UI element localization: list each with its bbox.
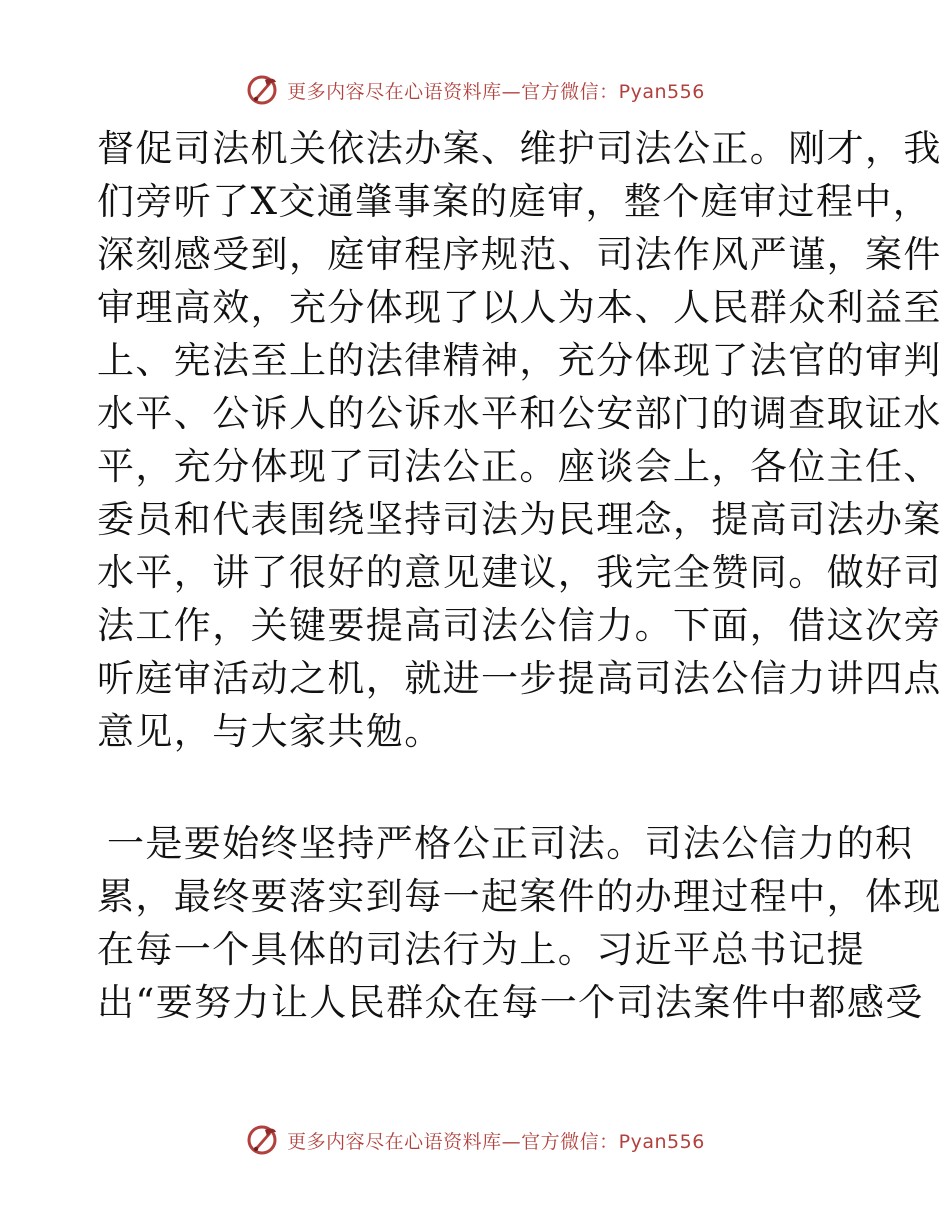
text-line: 们旁听了X交通肇事案的庭审，整个庭审过程中， bbox=[97, 180, 932, 223]
text-line: 平，充分体现了司法公正。座谈会上，各位主任、 bbox=[97, 445, 942, 488]
quill-logo-icon bbox=[245, 73, 279, 107]
text-line: 意见，与大家共勉。 bbox=[97, 710, 443, 753]
text-line: 水平、公诉人的公诉水平和公安部门的调查取证水 bbox=[97, 392, 942, 435]
text-line: 一是要始终坚持严格公正司法。司法公信力的积 bbox=[107, 822, 914, 865]
quill-logo-icon bbox=[245, 1123, 279, 1157]
text-line: 累，最终要落实到每一起案件的办理过程中，体现 bbox=[97, 875, 942, 918]
text-line: 审理高效，充分体现了以人为本、人民群众利益至 bbox=[97, 286, 942, 329]
paragraph-1 bbox=[97, 122, 942, 758]
text-line: 督促司法机关依法办案、维护司法公正。刚才，我 bbox=[97, 127, 942, 170]
footer-banner bbox=[0, 1120, 950, 1160]
text-line: 水平，讲了很好的意见建议，我完全赞同。做好司 bbox=[97, 551, 942, 594]
paragraph-2 bbox=[97, 817, 942, 1029]
text-line: 委员和代表围绕坚持司法为民理念，提高司法办案 bbox=[97, 498, 942, 541]
text-line: 上、宪法至上的法律精神，充分体现了法官的审判 bbox=[97, 339, 942, 382]
footer-banner-text: 更多内容尽在心语资料库—官方微信：Pyan556 bbox=[287, 1130, 705, 1153]
text-line: 法工作，关键要提高司法公信力。下面，借这次旁 bbox=[97, 604, 942, 647]
text-line: 出“要努力让人民群众在每一个司法案件中都感受 bbox=[97, 981, 924, 1024]
text-line: 在每一个具体的司法行为上。习近平总书记提 bbox=[97, 928, 865, 971]
text-line: 听庭审活动之机，就进一步提高司法公信力讲四点 bbox=[97, 657, 942, 700]
header-banner bbox=[0, 70, 950, 110]
text-line: 深刻感受到，庭审程序规范、司法作风严谨，案件 bbox=[97, 233, 942, 276]
header-banner-text: 更多内容尽在心语资料库—官方微信：Pyan556 bbox=[287, 80, 705, 103]
